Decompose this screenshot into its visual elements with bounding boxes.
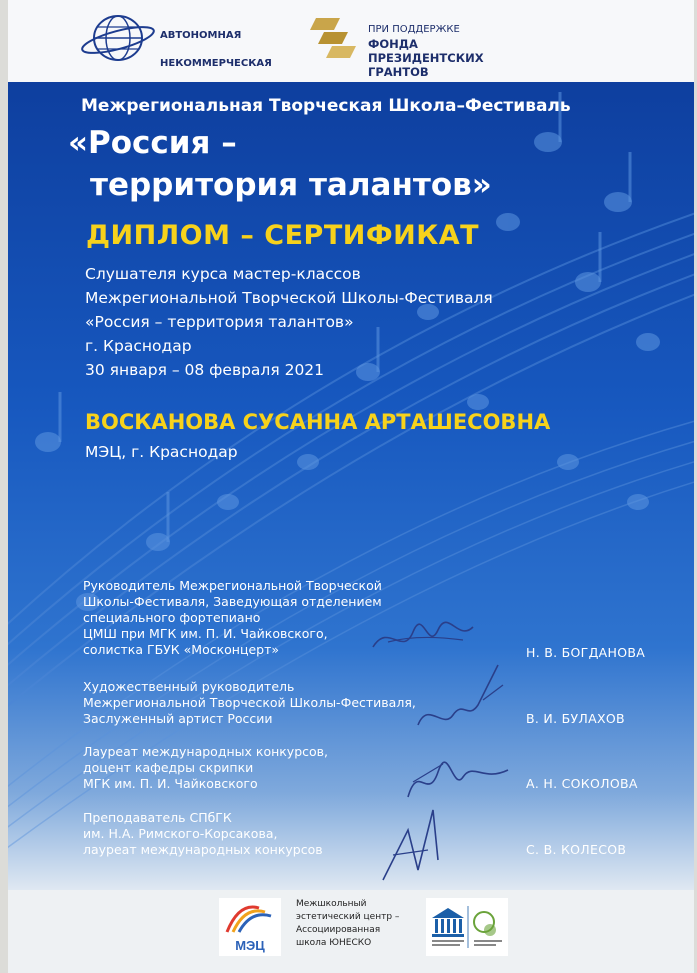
- signer-title-line: Руководитель Межрегиональной Творческой: [83, 578, 382, 593]
- signer-title-line: Лауреат международных конкурсов,: [83, 744, 329, 759]
- org2-line: ПРИ ПОДДЕРЖКЕ: [368, 24, 460, 35]
- course-description: [85, 262, 645, 382]
- recipient-place: МЭЦ, г. Краснодар: [85, 443, 238, 461]
- recipient-name: ВОСКАНОВА СУСАННА АРТАШЕСОВНА: [85, 410, 551, 434]
- header: [8, 0, 694, 82]
- signer-title-line: Межрегиональной Творческой Школы-Фестиваля,: [83, 695, 416, 710]
- signature-icon: [378, 800, 458, 890]
- mec-logo-icon: [219, 898, 281, 956]
- signer-title-line: солистка ГБУК «Москонцерт»: [83, 642, 280, 657]
- signer-title-line: ЦМШ при МГК им. П. И. Чайковского,: [83, 626, 328, 641]
- org2-line: ФОНДА: [368, 37, 418, 51]
- signer-title-line: Заслуженный артист России: [83, 711, 273, 726]
- mec-line: Ассоциированная: [296, 925, 381, 935]
- mec-description: [296, 898, 399, 950]
- signer-name: В. И. БУЛАХОВ: [526, 711, 625, 726]
- mec-logo-text: МЭЦ: [235, 938, 265, 953]
- signer-title-line: специального фортепиано: [83, 610, 261, 625]
- diploma-heading: ДИПЛОМ – СЕРТИФИКАТ: [86, 220, 480, 251]
- signature-icon: [403, 752, 513, 807]
- signature-icon: [413, 660, 513, 740]
- course-line: 30 января – 08 февраля 2021: [85, 361, 325, 379]
- org2-line: ПРЕЗИДЕНТСКИХ: [368, 51, 484, 65]
- festival-title-line: территория талантов»: [90, 167, 492, 203]
- signer-title: [83, 679, 416, 727]
- certificate-sheet: [8, 0, 694, 973]
- signer-title: [83, 744, 328, 792]
- signer-title: [83, 578, 382, 658]
- course-line: Межрегиональной Творческой Школы-Фестиваля: [85, 289, 493, 307]
- unesco-logo-icon: [426, 898, 508, 956]
- grant-fund-name: [368, 23, 484, 79]
- signature-icon: [368, 612, 478, 667]
- org2-line: ГРАНТОВ: [368, 65, 429, 79]
- grant-fund-logo-icon: [310, 14, 358, 64]
- signer-name: А. Н. СОКОЛОВА: [526, 776, 638, 791]
- course-line: «Россия – территория талантов»: [85, 313, 354, 331]
- org1-line: НЕКОММЕРЧЕСКАЯ: [160, 58, 272, 69]
- signer-name: Н. В. БОГДАНОВА: [526, 645, 646, 660]
- festival-title-line: «Россия –: [68, 125, 237, 161]
- signer-title-line: лауреат международных конкурсов: [83, 842, 323, 857]
- org1-line: АВТОНОМНАЯ: [160, 30, 242, 41]
- mec-line: эстетический центр –: [296, 912, 400, 922]
- footer: [8, 890, 694, 973]
- festival-subtitle: Межрегиональная Творческая Школа–Фестиваль: [81, 96, 571, 116]
- signer-title-line: Преподаватель СПбГК: [83, 810, 232, 825]
- signer-title-line: Школы-Фестиваля, Заведующая отделением: [83, 594, 382, 609]
- mec-line: школа ЮНЕСКО: [296, 938, 372, 948]
- globe-logo-icon: [78, 10, 158, 65]
- signer-title-line: Художественный руководитель: [83, 679, 295, 694]
- mec-line: Межшкольный: [296, 899, 367, 909]
- signer-title-line: доцент кафедры скрипки: [83, 760, 254, 775]
- signer-name: С. В. КОЛЕСОВ: [526, 842, 627, 857]
- signer-title: [83, 810, 323, 858]
- festival-title: [68, 122, 628, 206]
- signer-title-line: им. Н.А. Римского-Корсакова,: [83, 826, 278, 841]
- course-line: Слушателя курса мастер-классов: [85, 265, 361, 283]
- course-line: г. Краснодар: [85, 337, 192, 355]
- signer-title-line: МГК им. П. И. Чайковского: [83, 776, 258, 791]
